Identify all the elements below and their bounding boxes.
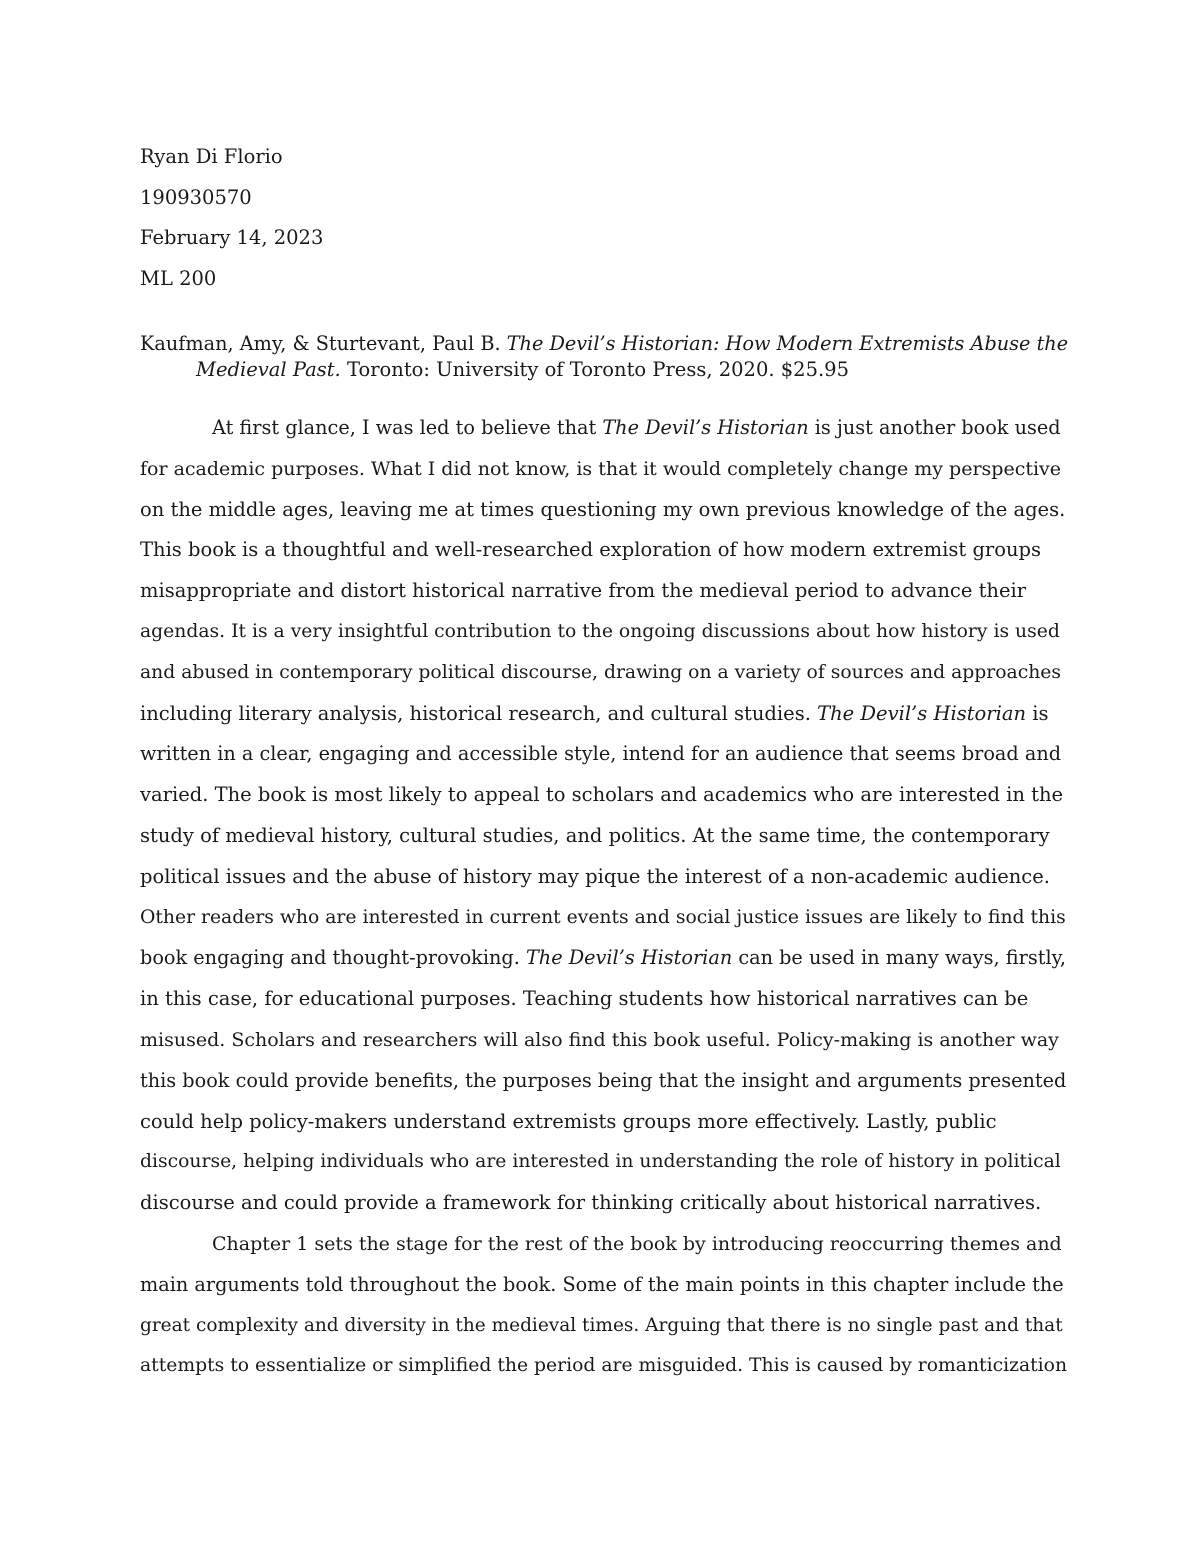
citation-line-2: [140, 357, 1070, 383]
body-line: political issues and the abuse of history may pique the interest of a non-academic audience.: [140, 864, 1050, 888]
body-line: discourse, helping individuals who are interested in understanding the role of history in political: [140, 1151, 1061, 1173]
body-line: At first glance, I was led to believe that The Devil’s Historian is just another book used: [212, 416, 1061, 439]
body-line: misappropriate and distort historical narrative from the medieval period to advance their: [140, 579, 1027, 603]
review-body: [140, 408, 1070, 1387]
book-title-italic: The Devil’s Historian: [525, 946, 733, 970]
body-line: written in a clear, engaging and accessible style, intend for an audience that seems broad and: [140, 742, 1062, 766]
body-line: including literary analysis, historical research, and cultural studies. The Devil’s Historian is: [140, 701, 1049, 725]
citation-title-continued: Medieval Past.: [196, 358, 341, 381]
body-line: attempts to essentialize or simplified the period are misguided. This is caused by romanticization: [140, 1355, 1068, 1377]
student-header: [140, 141, 323, 303]
body-line: agendas. It is a very insightful contribution to the ongoing discussions about how history is used: [140, 620, 1060, 642]
book-title-italic: The Devil’s Historian: [602, 416, 809, 439]
course-code: ML 200: [140, 266, 217, 290]
book-citation: [140, 331, 1070, 383]
submission-date: February 14, 2023: [140, 226, 324, 249]
body-line: Other readers who are interested in current events and social justice issues are likely to find this: [140, 906, 1066, 928]
body-line: could help policy-makers understand extremists groups more effectively. Lastly, public: [140, 1109, 997, 1133]
body-line: varied. The book is most likely to appeal to scholars and academics who are interested in the: [140, 783, 1064, 807]
body-line: This book is a thoughtful and well-researched exploration of how modern extremist groups: [140, 538, 1042, 562]
body-line: Chapter 1 sets the stage for the rest of the book by introducing reoccurring themes and: [212, 1232, 1062, 1255]
body-line: on the middle ages, leaving me at times questioning my own previous knowledge of the ages.: [140, 497, 1066, 521]
student-name: Ryan Di Florio: [140, 145, 283, 168]
citation-title: The Devil’s Historian: How Modern Extremists Abuse the: [506, 332, 1069, 355]
citation-authors: Kaufman, Amy, & Sturtevant, Paul B.: [140, 332, 501, 355]
body-line: main arguments told throughout the book. Some of the main points in this chapter include the: [140, 1272, 1064, 1296]
body-line: discourse and could provide a framework for thinking critically about historical narratives.: [140, 1191, 1042, 1215]
student-id: 190930570: [140, 185, 252, 209]
citation-line-1: [140, 331, 1070, 357]
body-line: this book could provide benefits, the purposes being that the insight and arguments presented: [140, 1068, 1067, 1092]
body-line: great complexity and diversity in the medieval times. Arguing that there is no single past and that: [140, 1314, 1063, 1336]
body-line: study of medieval history, cultural studies, and politics. At the same time, the contemporary: [140, 823, 1050, 847]
body-line: for academic purposes. What I did not know, is that it would completely change my perspective: [140, 457, 1062, 480]
body-line: and abused in contemporary political discourse, drawing on a variety of sources and approaches: [140, 661, 1062, 683]
body-line: in this case, for educational purposes. Teaching students how historical narratives can be: [140, 987, 1029, 1011]
body-line: misused. Scholars and researchers will also find this book useful. Policy-making is another way: [140, 1028, 1059, 1051]
book-title-italic: The Devil’s Historian: [817, 701, 1027, 725]
citation-publisher: Toronto: University of Toronto Press, 2020. $25.95: [346, 358, 849, 381]
body-line: book engaging and thought-provoking. The Devil’s Historian can be used in many ways, firstly,: [140, 946, 1067, 970]
